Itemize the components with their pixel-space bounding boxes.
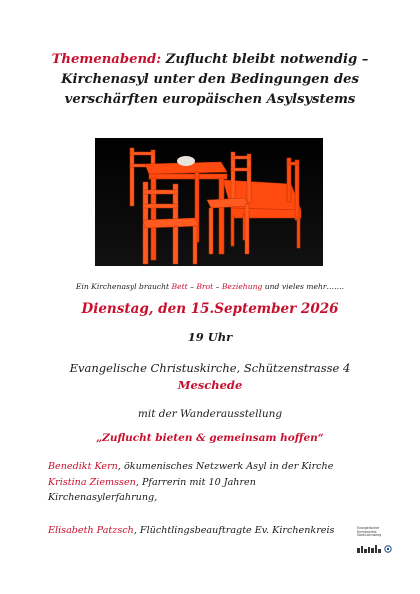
bread-shape [177, 156, 195, 166]
event-time: 19 Uhr [187, 330, 233, 344]
title-label: Themenabend: [51, 52, 162, 67]
venue-address: Evangelische Christuskirche, Schützenstrasse 4 [69, 361, 351, 375]
tagline-beziehung: Beziehung [221, 282, 263, 291]
venue-city: Meschede [177, 378, 243, 392]
speaker-role: , ökumenisches Netzwerk Asyl in der Kirche [117, 461, 334, 472]
speaker-item [48, 459, 388, 475]
event-venue [0, 360, 420, 394]
event-date: Dienstag, den 15.September 2026 [81, 301, 339, 317]
logo-line1: Evangelischer Kirchenkreis [357, 526, 380, 534]
title-line2: Kirchenasyl unter den Bedingungen des [61, 72, 359, 87]
orange-furniture-illustration [95, 138, 323, 266]
exhibition-title: „Zuflucht bieten & gemeinsam hoffen“ [96, 432, 324, 444]
speaker-name: Kristina Ziemssen [48, 476, 136, 488]
tagline: Ein Kirchenasyl braucht Bett – Brot – Beziehung und vieles mehr……. [75, 282, 345, 291]
church-district-logo [357, 527, 393, 545]
exhibition-intro: mit der Wanderausstellung [137, 408, 283, 420]
tagline-bett: Bett [171, 282, 188, 291]
speaker-list [48, 459, 388, 538]
title-line1: Zuflucht bleibt notwendig – [161, 52, 369, 67]
speaker-item [48, 523, 388, 539]
title-line3: verschärften europäischen Asylsystems [64, 92, 356, 107]
event-title [20, 50, 400, 110]
event-photo [95, 138, 323, 266]
speaker-name: Elisabeth Patzsch [48, 524, 134, 536]
logo-skyline-icon [357, 545, 393, 553]
logo-line2: Soest-Arnsberg [357, 533, 382, 538]
speaker-item [48, 475, 388, 491]
speaker-item-continuation: Kirchenasylerfahrung, [48, 492, 158, 503]
tagline-brot: Brot [196, 282, 214, 291]
speaker-role: , Flüchtlingsbeauftragte Ev. Kirchenkreis [133, 524, 335, 536]
speaker-name: Benedikt Kern [48, 461, 118, 472]
speaker-role: , Pfarrerin mit 10 Jahren [135, 476, 256, 488]
